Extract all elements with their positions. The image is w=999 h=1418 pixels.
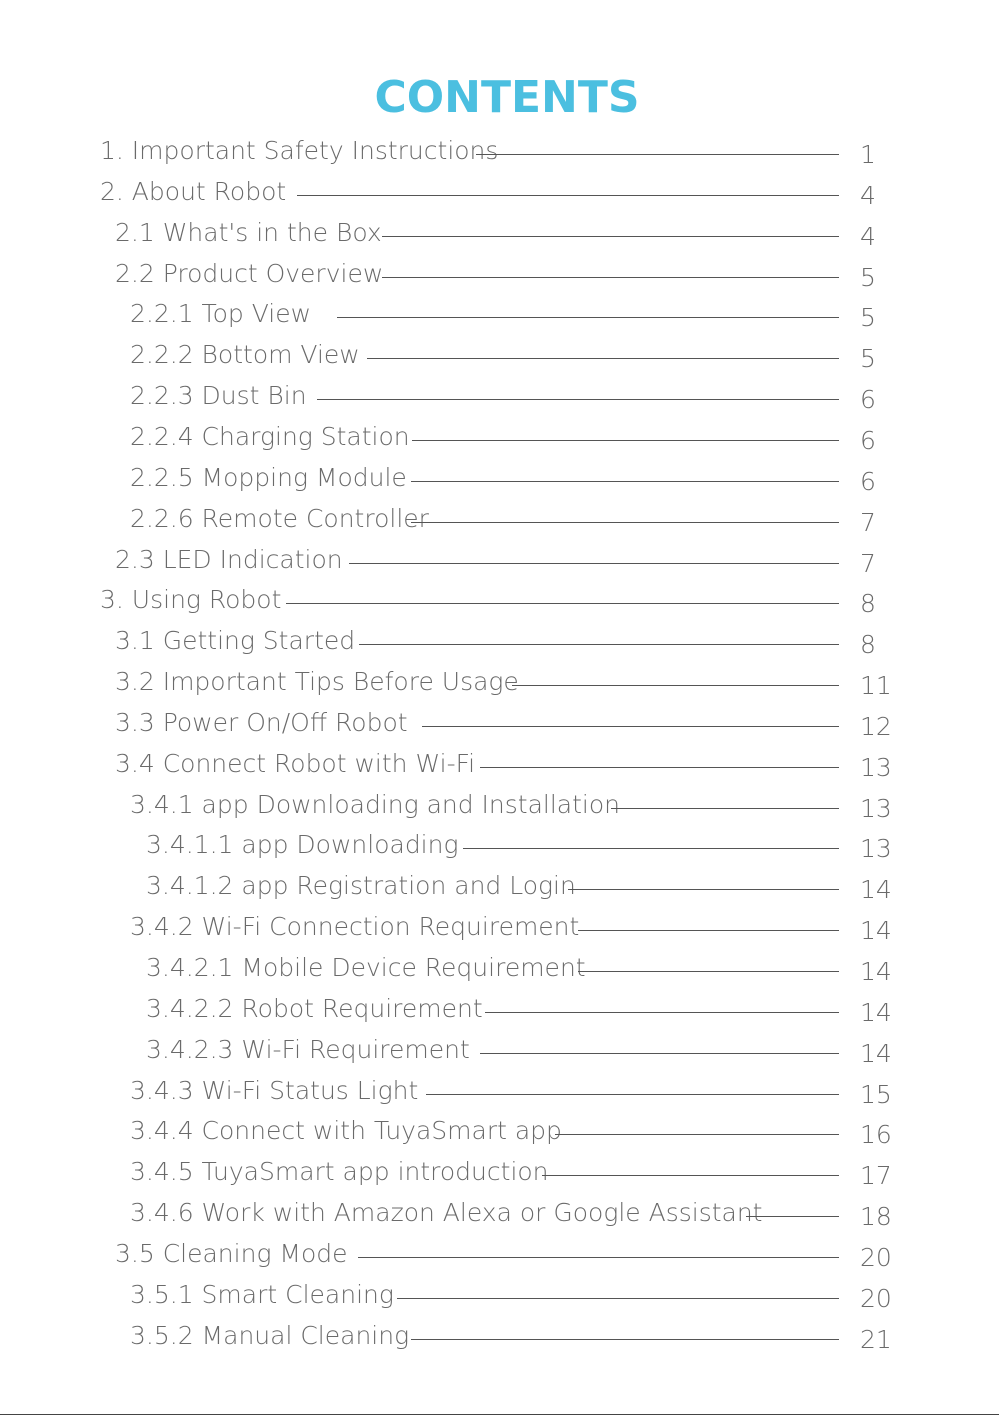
- toc-entry-label: 2.2.4 Charging Station: [130, 421, 410, 451]
- toc-entry[interactable]: [0, 785, 999, 826]
- toc-entry-page-number: 15: [860, 1079, 892, 1109]
- toc-entry[interactable]: [0, 254, 999, 295]
- toc-entry[interactable]: [0, 131, 999, 172]
- toc-entry[interactable]: [0, 866, 999, 907]
- toc-entry-page-number: 5: [860, 344, 876, 374]
- toc-entry-page-number: 7: [860, 507, 876, 537]
- toc-entry-label: 2.2.6 Remote Controller: [130, 503, 429, 533]
- toc-entry-page-number: 18: [860, 1202, 892, 1232]
- page-title: CONTENTS: [374, 72, 640, 123]
- toc-entry-page-number: 17: [860, 1161, 892, 1191]
- toc-entry-label: 1. Important Safety Instructions: [100, 136, 499, 165]
- toc-entry-page-number: 14: [860, 875, 892, 905]
- toc-entry-page-number: 13: [860, 834, 892, 864]
- toc-entry-page-number: 6: [860, 385, 876, 415]
- toc-leader-line: [367, 358, 839, 359]
- toc-entry-label: 3.4.1.2 app Registration and Login: [146, 871, 576, 901]
- toc-entry-label: 2.2.2 Bottom View: [130, 340, 360, 370]
- toc-entry-page-number: 5: [860, 262, 876, 292]
- toc-entry-label: 3.4.5 TuyaSmart app introduction: [130, 1157, 549, 1187]
- toc-entry[interactable]: [0, 1071, 999, 1112]
- toc-leader-line: [397, 1298, 839, 1299]
- toc-leader-line: [412, 440, 839, 441]
- toc-entry-label: 3.4.2 Wi-Fi Connection Requirement: [130, 912, 580, 942]
- toc-entry-label: 3.2 Important Tips Before Usage: [115, 667, 519, 697]
- toc-leader-line: [426, 1094, 839, 1095]
- toc-leader-line: [286, 603, 839, 604]
- toc-entry-page-number: 20: [860, 1283, 892, 1313]
- toc-entry-page-number: 14: [860, 916, 892, 946]
- toc-leader-line: [337, 317, 839, 318]
- toc-leader-line: [358, 1257, 839, 1258]
- toc-entry-label: 3.4.1 app Downloading and Installation: [130, 789, 621, 819]
- toc-entry[interactable]: [0, 580, 999, 621]
- toc-leader-line: [568, 889, 839, 890]
- toc-entry-page-number: 8: [860, 630, 876, 660]
- toc-leader-line: [542, 1175, 839, 1176]
- toc-entry-label: 3.4.2.1 Mobile Device Requirement: [146, 953, 586, 982]
- toc-entry[interactable]: [0, 213, 999, 254]
- toc-entry-label: 2. About Robot: [100, 176, 287, 206]
- toc-entry-label: 2.2.1 Top View: [130, 299, 312, 329]
- toc-entry-page-number: 14: [860, 997, 892, 1027]
- toc-entry[interactable]: [0, 1234, 999, 1275]
- toc-entry-label: 3.3 Power On/Off Robot: [115, 707, 408, 737]
- toc-entry[interactable]: [0, 825, 999, 866]
- toc-entry[interactable]: [0, 1275, 999, 1316]
- toc-leader-line: [349, 563, 839, 564]
- toc-entry-label: 2.2.3 Dust Bin: [130, 381, 307, 411]
- toc-leader-line: [463, 848, 839, 849]
- toc-entry-page-number: 14: [860, 957, 892, 986]
- toc-entry-label: 3.5 Cleaning Mode: [115, 1238, 348, 1268]
- toc-entry[interactable]: [0, 1030, 999, 1071]
- toc-entry[interactable]: [0, 499, 999, 540]
- toc-leader-line: [485, 1012, 839, 1013]
- toc-entry[interactable]: [0, 1111, 999, 1152]
- toc-entry[interactable]: [0, 1316, 999, 1357]
- toc-entry[interactable]: [0, 907, 999, 948]
- toc-entry-label: 3.4.1.1 app Downloading: [146, 830, 459, 860]
- toc-leader-line: [512, 685, 839, 686]
- toc-leader-line: [411, 481, 839, 482]
- toc-entry[interactable]: [0, 744, 999, 785]
- toc-entry[interactable]: [0, 621, 999, 662]
- toc-leader-line: [411, 1339, 839, 1340]
- toc-entry[interactable]: [0, 703, 999, 744]
- toc-entry-label: 3.4.3 Wi-Fi Status Light: [130, 1075, 419, 1105]
- toc-entry-page-number: 1: [860, 140, 876, 169]
- toc-leader-line: [411, 522, 839, 523]
- toc-entry-page-number: 16: [860, 1120, 892, 1150]
- toc-entry-page-number: 13: [860, 793, 892, 823]
- toc-entry-label: 3.5.1 Smart Cleaning: [130, 1279, 394, 1309]
- toc-entry[interactable]: [0, 294, 999, 335]
- toc-leader-line: [555, 1134, 839, 1135]
- toc-leader-line: [422, 726, 839, 727]
- toc-leader-line: [746, 1216, 839, 1217]
- toc-entry-page-number: 6: [860, 425, 876, 455]
- toc-entry-label: 3.4.4 Connect with TuyaSmart app: [130, 1116, 562, 1146]
- toc-entry-page-number: 20: [860, 1242, 892, 1272]
- toc-entry[interactable]: [0, 1193, 999, 1234]
- toc-entry-page-number: 4: [860, 180, 876, 210]
- toc-leader-line: [578, 971, 839, 972]
- toc-entry-label: 2.2.5 Mopping Module: [130, 462, 407, 492]
- toc-leader-line: [382, 277, 839, 278]
- toc-entry[interactable]: [0, 172, 999, 213]
- toc-entry-label: 3. Using Robot: [100, 585, 282, 615]
- toc-entry[interactable]: [0, 662, 999, 703]
- toc-entry-label: 2.2 Product Overview: [115, 258, 384, 288]
- toc-entry-page-number: 6: [860, 466, 876, 496]
- toc-entry-page-number: 21: [860, 1324, 892, 1354]
- toc-leader-line: [480, 767, 839, 768]
- toc-entry-page-number: 13: [860, 752, 892, 782]
- toc-entry-page-number: 11: [860, 671, 892, 701]
- toc-entry-page-number: 5: [860, 303, 876, 333]
- toc-leader-line: [297, 195, 839, 196]
- toc-entry[interactable]: [0, 458, 999, 499]
- toc-entry[interactable]: [0, 335, 999, 376]
- toc-entry-label: 3.1 Getting Started: [115, 626, 356, 656]
- toc-entry-label: 3.5.2 Manual Cleaning: [130, 1320, 410, 1350]
- toc-entry-page-number: 12: [860, 711, 892, 741]
- toc-entry[interactable]: [0, 1152, 999, 1193]
- bottom-rule: [0, 1414, 999, 1415]
- toc-entry-label: 2.1 What's in the Box: [115, 217, 382, 247]
- toc-leader-line: [359, 644, 839, 645]
- toc-entry-label: 3.4.6 Work with Amazon Alexa or Google Assistant: [130, 1198, 763, 1228]
- toc-leader-line: [578, 930, 839, 931]
- toc-entry[interactable]: [0, 417, 999, 458]
- toc-entry-page-number: 4: [860, 221, 876, 251]
- toc-entry-page-number: 7: [860, 548, 876, 578]
- toc-entry-label: 3.4 Connect Robot with Wi-Fi: [115, 748, 476, 778]
- toc-entry-label: 2.3 LED Indication: [115, 544, 343, 574]
- toc-leader-line: [611, 808, 839, 809]
- toc-entry[interactable]: [0, 989, 999, 1030]
- toc-leader-line: [317, 399, 839, 400]
- toc-leader-line: [382, 236, 839, 237]
- toc-leader-line: [476, 154, 839, 155]
- toc-entry-label: 3.4.2.2 Robot Requirement: [146, 993, 483, 1023]
- toc-leader-line: [480, 1053, 839, 1054]
- toc-entry-page-number: 14: [860, 1038, 892, 1068]
- toc-entry-page-number: 8: [860, 589, 876, 619]
- toc-entry-label: 3.4.2.3 Wi-Fi Requirement: [146, 1034, 470, 1064]
- toc-entry[interactable]: [0, 948, 999, 989]
- toc-entry[interactable]: [0, 540, 999, 581]
- toc-entry[interactable]: [0, 376, 999, 417]
